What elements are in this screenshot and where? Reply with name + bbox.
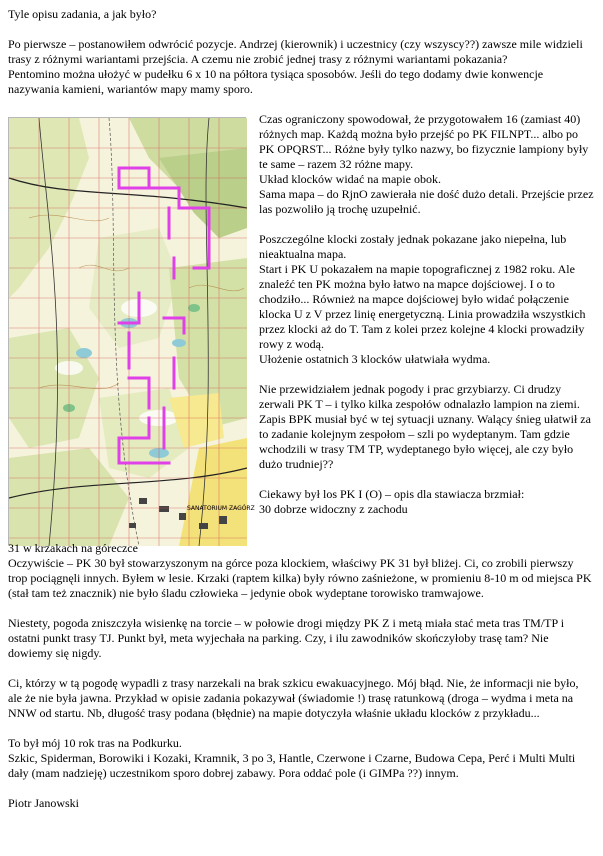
bottom-paragraph-1: 31 w krzakach na góreczce <box>8 541 138 555</box>
intro-paragraph-1: Po pierwsze – postanowiłem odwrócić pozycje. Andrzej (kierownik) i uczestnicy (czy wszyscy??) zawsze mile widzieli trasy z różnymi wariantami przejścia. A czemu nie zrobić jednej trasy z różnymi wariantami pokazania? <box>8 37 583 66</box>
right-paragraph-1: Czas ograniczony spowodował, że przygotowałem 16 (zamiast 40) różnych map. Każdą można było przejść po PK FILNPT... albo po PK OPQRST... Różne były tylko nazwy, bo fizycznie lampiony były te same – razem 32 różne mapy. <box>259 112 589 171</box>
bottom-paragraph-4: Ci, którzy w tą pogodę wypadli z trasy narzekali na brak szkicu ewakuacyjnego. Mój błąd. Nie, że informacji nie było, ale że nie była jawna. Przykład w opisie zadania pokazywał (świadomie !) trasę ratunkową (droga – wydma i meta na NNW od startu. Nb, długość trasy podana (błędnie) na mapie dotyczyła właśnie układu klocków z przykładu... <box>8 676 579 720</box>
bottom-paragraph-2: Oczywiście – PK 30 był stowarzyszonym na górce poza klockiem, właściwy PK 31 był bliżej. Ci, co zrobili pierwszy trop pociągnęli innych. Byłem w lesie. Krzaki (raptem kilka) były równo zaśnieżone, w promieniu 8-10 m od miejsca PK (stał tam też znacznik) nie było śladu człowieka – jedynie obok wydeptane torowisko tramwajowe. <box>8 556 592 600</box>
map-graphic <box>9 118 255 546</box>
bottom-paragraph-5: To był mój 10 rok tras na Podkurku. <box>8 736 182 750</box>
right-paragraph-7: Nie przewidziałem jednak pogody i prac grzybiarzy. Ci drudzy zerwali PK T – i tylko kilka zespołów odnalazło lampion na ziemi. Zapis BPK musiał być w tej sytuacji uznany. Walący śnieg ułatwił za to zadanie kolejnym zespołom – szli po wydeptanym. Tam gdzie wchodzili w trasy TM TP, wydeptanego było więcej, ale czy było dużo trudniej?? <box>259 382 591 471</box>
orienteering-map <box>8 117 255 545</box>
map-side-column <box>259 112 594 517</box>
right-paragraph-5: Start i PK U pokazałem na mapie topograficznej z 1982 roku. Ale znaleźć ten PK można było łatwo na mapce dojściowej. I o to chodziło... Również na mapce dojściowej było widać połączenie klocka U z V przez linię energetyczną. Linia prowadziła wszystkich przez klocki aż do T. Tam z kolei przez kolejne 4 klocki prowadziły rowy z wodą. <box>259 262 586 351</box>
intro-section <box>8 7 596 97</box>
right-paragraph-9: 30 dobrze widoczny z zachodu <box>259 502 408 516</box>
right-paragraph-8: Ciekawy był los PK I (O) – opis dla stawiacza brzmiał: <box>259 487 525 501</box>
heading: Tyle opisu zadania, a jak było? <box>8 7 157 21</box>
right-paragraph-2: Układ klocków widać na mapie obok. <box>259 172 441 186</box>
map-label-sanatorium: SANATORIUM ZAGÓRZ <box>187 505 255 512</box>
right-paragraph-6: Ułożenie ostatnich 3 klocków ułatwiała wydma. <box>259 352 491 366</box>
bottom-paragraph-6: Szkic, Spiderman, Borowiki i Kozaki, Kramnik, 3 po 3, Hantle, Czerwone i Czarne, Budowa Cepa, Perć i Multi Multi dały (mam nadzieję) uczestnikom sporo dobrej zabawy. Pora oddać pole (i GIMPa ??) innym. <box>8 751 576 780</box>
bottom-section <box>8 541 594 811</box>
bottom-paragraph-3: Niestety, pogoda zniszczyła wisienkę na torcie – w połowie drogi między PK Z i metą miała stać meta tras TM/TP i ostatni punkt trasy TJ. Punkt był, meta wyjechała na parking. Czy, i ilu zawodników skończyłoby trasę tam? Nie dowiemy się nigdy. <box>8 616 565 660</box>
intro-paragraph-2: Pentomino można ułożyć w pudełku 6 x 10 na półtora tysiąca sposobów. Jeśli do tego dodamy dwie konwencje nazywania kamieni, wariantów mapy mamy sporo. <box>8 67 544 96</box>
right-paragraph-3: Sama mapa – do RjnO zawierała nie dość dużo detali. Przejście przez las pozwoliło ją trochę uzupełnić. <box>259 187 594 216</box>
signature: Piotr Janowski <box>8 796 80 810</box>
right-paragraph-4: Poszczególne klocki zostały jednak pokazane jako niepełna, lub nieaktualna mapa. <box>259 232 567 261</box>
